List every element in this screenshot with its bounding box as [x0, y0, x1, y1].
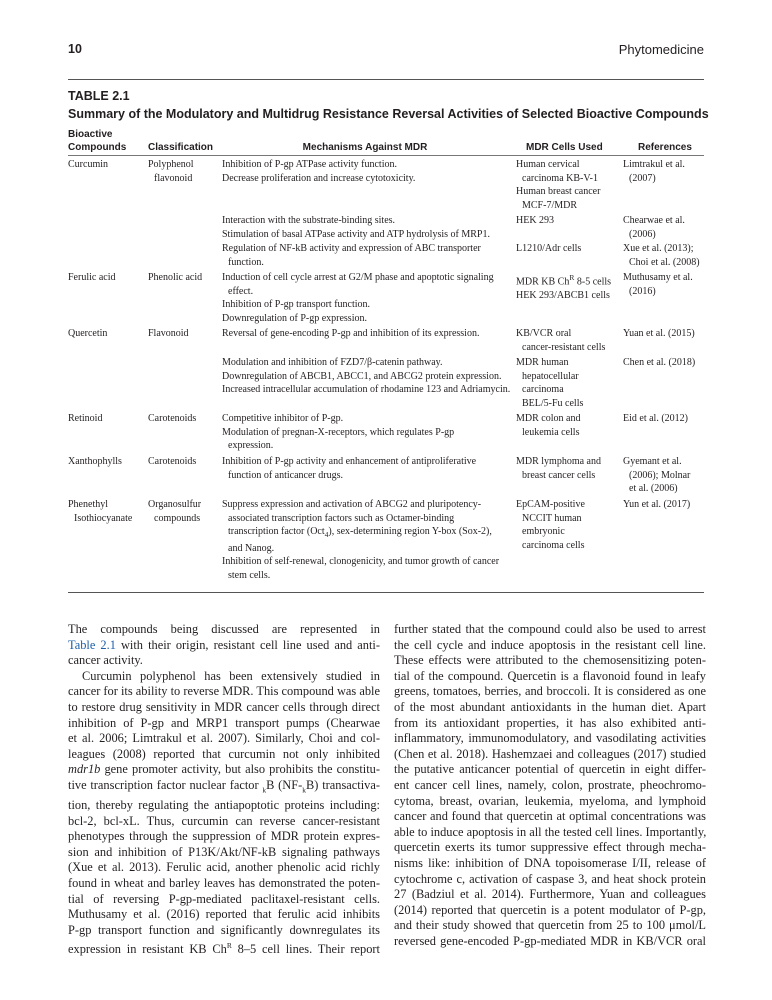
- text-line: Induction of cell cycle arrest at G2/M phase and apoptotic signaling: [222, 272, 494, 283]
- text-line: reversed gene-encoded P-gp-mediated MDR in KB/VCR oral: [394, 933, 706, 948]
- table-row-curcumin-mechanism-c: [222, 242, 481, 269]
- table-row-quercetin-compound: Quercetin: [68, 328, 108, 339]
- table-row-xanthophylls-compound: Xanthophylls: [68, 456, 122, 467]
- text-line: Choi et al. (2008): [629, 256, 700, 268]
- text-line: Inhibition of self-renewal, clonogenicity, and tumor growth of cancer: [222, 556, 500, 568]
- table-row-retinoid-compound: Retinoid: [68, 413, 103, 424]
- table-row-retinoid-cells: [516, 412, 580, 439]
- table-row-peitc-mechanism: [222, 498, 499, 583]
- table-row-curcumin-ref-c: [623, 242, 700, 269]
- text-line: MDR KB $Ch^R$ 8-5 cells: [516, 273, 612, 288]
- table-row-xanthophylls-cells: [516, 455, 601, 482]
- text-line: hepatocellular: [522, 370, 579, 382]
- text-line: Decrease proliferation and increase cytotoxicity.: [222, 172, 416, 184]
- text-line: (2007): [629, 172, 656, 184]
- text-line: and their study showed that quercetin from 25 to 100 μmol/L: [394, 918, 706, 933]
- text-line: bcl-2, bcl-xL. Thus, curcumin can reverse cancer-resistant: [68, 813, 380, 828]
- text-line: the cell cycle and induce apoptosis in the resistant cell line.: [394, 637, 706, 652]
- text-line: quercetin exerts its tumor suppressive effect through mecha-: [394, 840, 706, 855]
- table-row-quercetin-ref-a: Yuan et al. (2015): [623, 328, 695, 339]
- text-line: Human breast cancer: [516, 186, 601, 198]
- text-line: HEK 293/ABCB1 cells: [516, 289, 610, 301]
- text-line: phenotypes through the suppression of MDR protein expres-: [68, 829, 380, 844]
- text-line: cancer-resistant cells: [522, 341, 606, 353]
- text-line: Downregulation of ABCB1, ABCC1, and ABCG2 protein expression.: [222, 370, 502, 382]
- text-line: tial of reversing P-gp-mediated paclitaxel-resistant cells.: [68, 891, 380, 906]
- text-line: MCF-7/MDR: [522, 199, 578, 211]
- text-line: the putative anticancer potential of quercetin in eight differ-: [394, 762, 706, 777]
- text-line: BEL/5-Fu cells: [522, 397, 584, 409]
- text-line: able to induce apoptosis in all the tested cell lines. Importantly,: [394, 824, 707, 839]
- table-row-quercetin-mechanism-a: Reversal of gene-encoding P-gp and inhibition of its expression.: [222, 328, 480, 339]
- text-line: (2014) reported that quercetin is a potent modulator of P-gp,: [394, 902, 706, 917]
- column-header-references: References: [638, 142, 692, 153]
- text-line: Interaction with the substrate-binding sites.: [222, 215, 396, 226]
- text-line: Regulation of NF-kB activity and expression of ABC transporter: [222, 243, 481, 254]
- table-row-curcumin-ref-a: [623, 158, 685, 185]
- text-line: found in wheat and barley leaves has demonstrated the poten-: [68, 875, 380, 890]
- text-line: NCCIT human: [522, 512, 582, 524]
- text-line: and Nanog.: [228, 542, 275, 554]
- text-line: Suppress expression and activation of ABCG2 and pluripotency-: [222, 499, 482, 510]
- text-line: flavonoid: [154, 172, 193, 184]
- table-row-peitc-compound: [68, 498, 132, 525]
- running-title: Phytomedicine: [618, 42, 704, 57]
- table-row-ferulic-cells: [516, 271, 611, 303]
- table-row-ferulic-ref: [623, 271, 693, 298]
- text-line: nisms like: inhibition of DNA topoisomerase I/II, release of: [394, 855, 706, 870]
- text-line: (2006): [629, 228, 656, 240]
- table-bottom-rule: [68, 592, 704, 593]
- table-row-curcumin-mechanism-b: [222, 214, 490, 241]
- text-line: Modulation and inhibition of FZD7/β-catenin pathway.: [222, 357, 443, 368]
- text-line: tial of the compound. Quercetin is a flavonoid found in leafy: [394, 668, 706, 683]
- text-line: expression in resistant KB $Ch^R$ 8–5 cell lines. Their report: [68, 941, 380, 957]
- text-line: et al. 2006; Limtrakul et al. 2007). Similarly, Choi and col-: [68, 731, 380, 746]
- text-line: Isothiocyanate: [74, 512, 133, 524]
- text-line: Inhibition of P-gp ATPase activity function.: [222, 159, 397, 170]
- text-line: MDR human: [516, 357, 569, 368]
- text-line: Gyemant et al.: [623, 456, 682, 467]
- table-row-xanthophylls-ref: [623, 455, 690, 496]
- text-line: leagues (2008) reported that curcumin not only inhibited: [68, 746, 380, 761]
- body-column-left: [68, 622, 380, 958]
- table-row-curcumin-ref-b: [623, 214, 685, 241]
- text-line: cytochrome c, activation of caspase 3, and heat shock protein: [394, 871, 706, 886]
- text-line: inflammatory, immunomodulatory, and vasodilating activities: [394, 731, 706, 746]
- text-line: et al. (2006): [629, 483, 678, 495]
- table-row-curcumin-cells-a: [516, 158, 600, 212]
- text-line: greens, tomatoes, berries, and broccoli. It is considered as one: [394, 684, 706, 699]
- table-row-retinoid-ref: Eid et al. (2012): [623, 413, 688, 424]
- text-line: Organosulfur: [148, 499, 202, 510]
- column-header-classification: Classification: [148, 142, 214, 153]
- table-row-ferulic-mechanism: [222, 271, 494, 325]
- text-line: P-gp transport function and significantly downregulates its: [68, 922, 380, 937]
- text-line: MDR colon and: [516, 413, 581, 424]
- table-row-quercetin-ref-b: Chen et al. (2018): [623, 357, 696, 368]
- text-line: inhibition of P-gp and MRP1 transport pumps (Chearwae: [68, 715, 380, 730]
- text-line: function of anticancer drugs.: [228, 469, 343, 481]
- table-label: TABLE 2.1: [68, 89, 130, 103]
- column-header-cells: MDR Cells Used: [526, 142, 603, 153]
- table-row-quercetin-classification: Flavonoid: [148, 328, 189, 339]
- table-row-retinoid-classification: Carotenoids: [148, 413, 197, 424]
- table-row-xanthophylls-mechanism: [222, 455, 476, 482]
- text-line: expression.: [228, 440, 274, 452]
- text-line: compounds: [154, 512, 201, 524]
- text-line: carcinoma KB-V-1: [522, 172, 598, 184]
- text-line: These effects were attributed to the chemosensitizing poten-: [394, 653, 706, 668]
- table-reference-link[interactable]: Table 2.1: [68, 637, 116, 652]
- text-line: cancer and found that quercetin at optimal concentrations was: [394, 809, 706, 824]
- text-line: transcription factor (Oct$_4$), sex-determining region Y-box (Sox-2),: [228, 526, 492, 540]
- text-line: Downregulation of P-gp expression.: [222, 312, 367, 324]
- text-line: Human cervical: [516, 159, 580, 170]
- table-row-ferulic-classification: Phenolic acid: [148, 272, 203, 283]
- table-row-quercetin-mechanism-b: [222, 356, 510, 397]
- text-line: carcinoma: [522, 384, 564, 396]
- body-column-right: [394, 622, 706, 949]
- page-number: 10: [68, 42, 82, 56]
- table-caption: Summary of the Modulatory and Multidrug Resistance Reversal Activities of Selected Bioactive Compounds: [68, 107, 709, 121]
- text-line: EpCAM-positive: [516, 499, 585, 510]
- text-line: cancer for its ability to reverse MDR. This compound was able: [68, 684, 380, 699]
- table-row-curcumin-classification: [148, 158, 212, 185]
- text-line: Polyphenol: [148, 159, 194, 170]
- text-line: carcinoma cells: [522, 539, 585, 551]
- text-line: 27 (Badziul et al. 2014). Furthermore, Yuan and colleagues: [394, 887, 706, 902]
- text-line: Increased intracellular accumulation of rhodamine 123 and Adriamycin.: [222, 384, 511, 396]
- text-line: Muthusamy et al.: [623, 272, 693, 283]
- column-header-mechanisms: Mechanisms Against MDR: [302, 142, 428, 153]
- table-row-retinoid-mechanism: [222, 412, 454, 453]
- text-line: from its antioxidant properties, it has also exhibited anti-: [394, 715, 706, 730]
- text-line: Inhibition of P-gp transport function.: [222, 299, 371, 311]
- table-row-curcumin-mechanism-a: [222, 158, 415, 185]
- text-line: Curcumin polyphenol has been extensively studied in: [82, 668, 380, 683]
- table-header-rule: [68, 155, 704, 156]
- page-header: [68, 42, 704, 60]
- text-line: Chearwae et al.: [623, 215, 685, 226]
- table-row-curcumin-cells-c: L1210/Adr cells: [516, 243, 582, 254]
- table-row-curcumin-cells-b: HEK 293: [516, 215, 555, 226]
- text-line: KB/VCR oral: [516, 328, 572, 339]
- text-line: breast cancer cells: [522, 469, 596, 481]
- text-line: Muthusamy et al. (2016) reported that ferulic acid inhibits: [68, 907, 380, 922]
- text-line: (Xue et al. 2013). Ferulic acid, another phenolic acid richly: [68, 860, 380, 875]
- text-line: leukemia cells: [522, 426, 580, 438]
- table-row-quercetin-cells-a: [516, 327, 605, 354]
- table-row-peitc-cells: [516, 498, 585, 552]
- text-line: The compounds being discussed are represented in: [68, 622, 380, 636]
- text-line: sion and inhibition of P13K/Akt/NF-kB signaling pathways: [68, 844, 380, 859]
- text-line: further stated that the compound could also be used to arrest: [394, 622, 706, 636]
- text-line: Competitive inhibitor of P-gp.: [222, 413, 344, 424]
- text-line: embryonic: [522, 526, 565, 538]
- text-line: Stimulation of basal ATPase activity and ATP hydrolysis of MRP1.: [222, 228, 490, 240]
- text-line: to restore drug sensitivity in MDR cancer cells through direct: [68, 699, 380, 714]
- text-line: MDR lymphoma and: [516, 456, 601, 467]
- text-line: cytoma, breast, ovarian, leukemia, myeloma, and lymphoid: [394, 793, 706, 808]
- text-line: Xue et al. (2013);: [623, 243, 694, 254]
- header-rule: [68, 79, 704, 80]
- table-row-quercetin-cells-b: [516, 356, 583, 410]
- table-row-curcumin-compound: Curcumin: [68, 159, 108, 170]
- text-line: (2016): [629, 285, 656, 297]
- text-line: (Chen et al. 2018). Hashemzaei and colleagues (2017) studied: [394, 746, 706, 761]
- table-row-xanthophylls-classification: Carotenoids: [148, 456, 197, 467]
- text-line: Phenethyl: [68, 499, 108, 510]
- text-line: effect.: [228, 285, 254, 297]
- text-line: Limtrakul et al.: [623, 159, 685, 170]
- text-line: mdr1b gene promoter activity, but also prohibits the constitu-: [68, 762, 380, 777]
- text-line: Inhibition of P-gp activity and enhancement of antiproliferative: [222, 456, 477, 467]
- text-line: tion, thereby regulating the antiapoptotic proteins including:: [68, 798, 380, 812]
- text-line: tive transcription factor nuclear factor $_k$B $(NF-_kB)$ transactiva-: [68, 777, 380, 795]
- text-line: function.: [228, 256, 264, 268]
- text-line: stem cells.: [228, 569, 271, 581]
- column-header-compounds: Bioactive Compounds: [68, 129, 127, 153]
- table-row-peitc-ref: Yun et al. (2017): [623, 499, 691, 510]
- text-line: of the most abundant antioxidants in the human diet. Apart: [394, 699, 706, 714]
- text-line: associated transcription factors such as Octamer-binding: [228, 512, 455, 524]
- text-line: Table 2.1 with their origin, resistant cell line used and anti-: [68, 637, 380, 652]
- text-line: (2006); Molnar: [629, 469, 691, 481]
- text-line: cancer activity.: [68, 653, 143, 668]
- table-row-ferulic-compound: Ferulic acid: [68, 272, 116, 283]
- text-line: Modulation of pregnan-X-receptors, which regulates P-gp: [222, 426, 455, 438]
- table-row-peitc-classification: [148, 498, 201, 525]
- text-line: ent cancer cell lines, namely, colon, prostrate, pheochromo-: [394, 777, 706, 792]
